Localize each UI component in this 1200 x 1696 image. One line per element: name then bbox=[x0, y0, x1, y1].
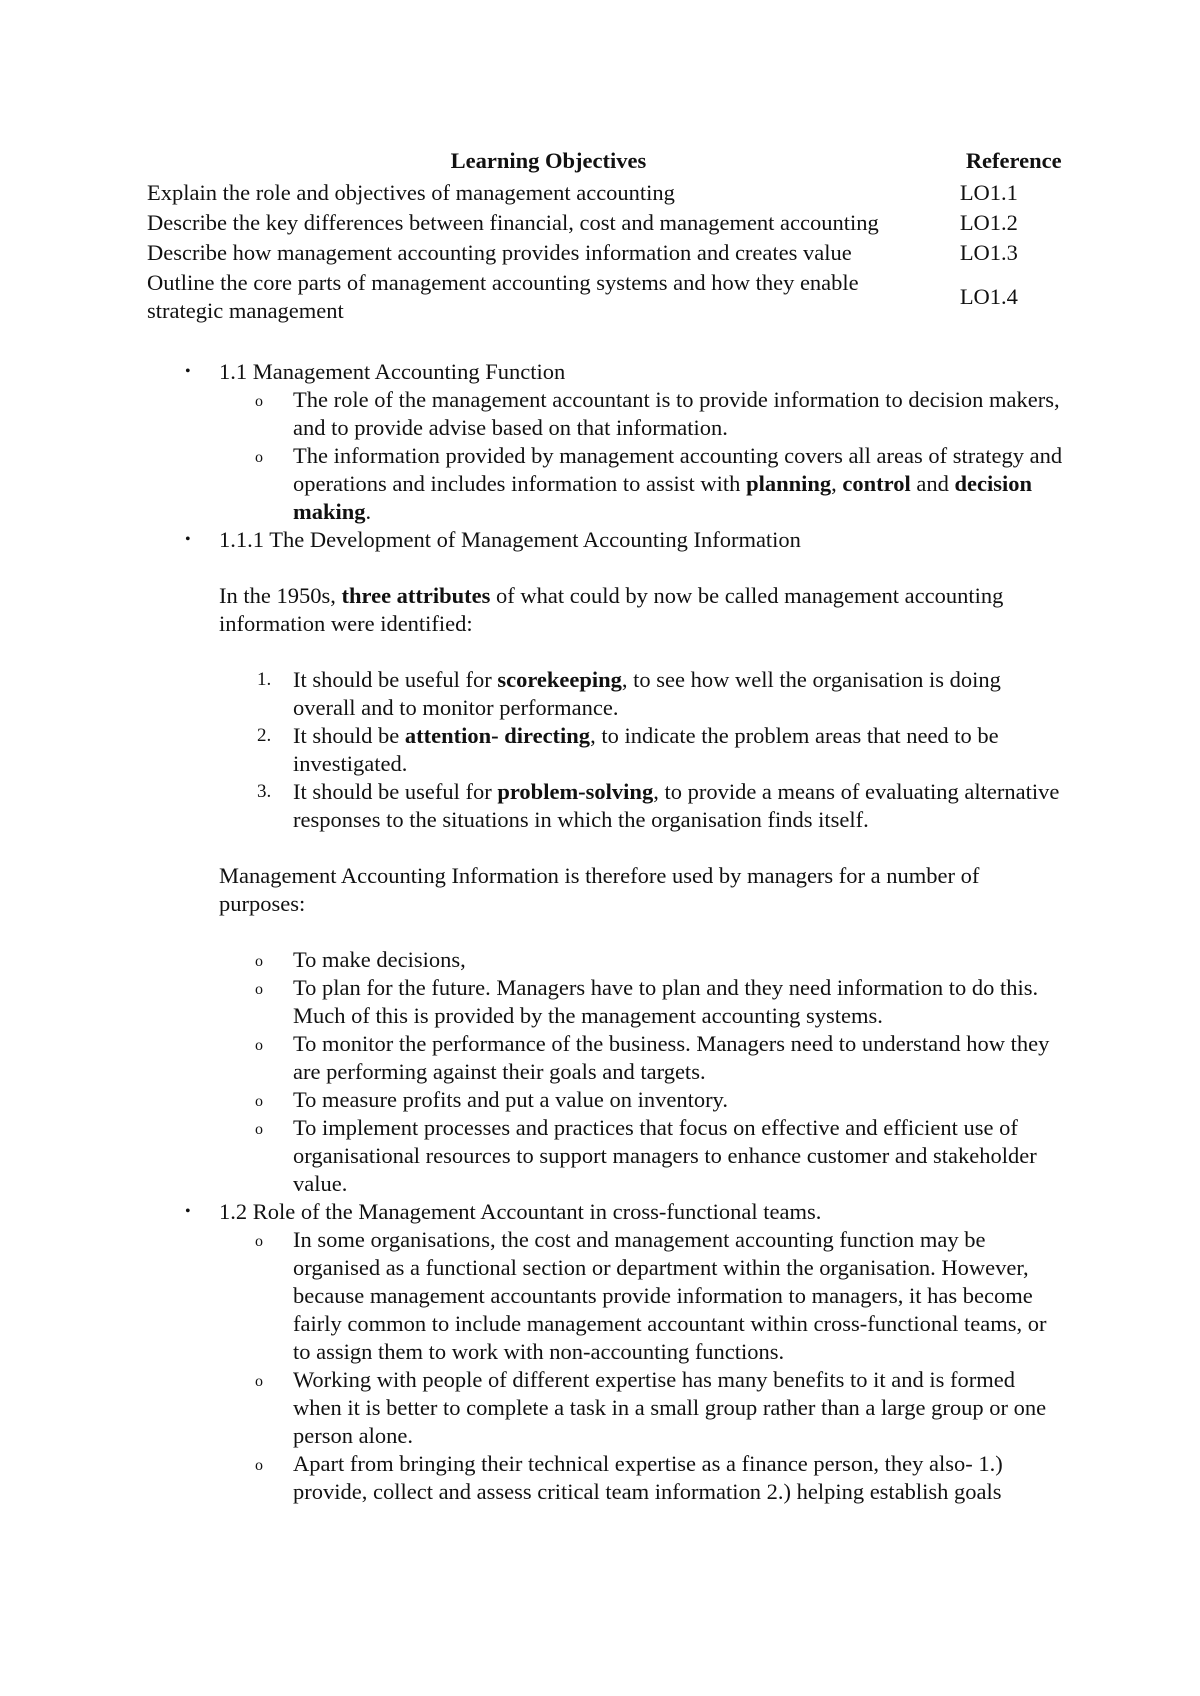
learning-objectives-table bbox=[147, 146, 1067, 326]
numbered-item bbox=[147, 722, 1067, 778]
sub-bullet-icon: o bbox=[255, 449, 263, 466]
item-text: , to see how well the organisation is doing overall and to monitor performance. bbox=[293, 667, 1001, 720]
bullet-icon: • bbox=[185, 1203, 191, 1220]
section-heading-1-1-1 bbox=[147, 526, 1067, 554]
list-item bbox=[147, 1226, 1067, 1366]
sub-bullet-icon: o bbox=[255, 393, 263, 410]
list-item-text: To plan for the future. Managers have to plan and they need information to do this. Much of this is provided by the management accounting systems. bbox=[293, 975, 1039, 1028]
objective-text: Outline the core parts of management accounting systems and how they enable strategic management bbox=[147, 270, 859, 323]
sub-bullet-icon: o bbox=[255, 953, 263, 970]
table-row bbox=[147, 178, 1067, 208]
bold-term: control bbox=[842, 471, 911, 496]
bold-term: scorekeeping bbox=[497, 667, 622, 692]
list-item bbox=[147, 1086, 1067, 1114]
objective-text: Describe how management accounting provides information and creates value bbox=[147, 240, 852, 265]
sub-bullet-icon: o bbox=[255, 1121, 263, 1138]
objective-ref: LO1.3 bbox=[959, 240, 1018, 265]
table-row bbox=[147, 238, 1067, 268]
section-heading-1-2 bbox=[147, 1198, 1067, 1226]
list-item-text: In some organisations, the cost and management accounting function may be organised as a functional section or department within the organisation. However, because management accountants provide information to managers, it has become fairly common to include management accountant within cross-functional teams, or to assign them to work with non-accounting functions. bbox=[293, 1227, 1047, 1364]
item-text: It should be bbox=[293, 723, 405, 748]
list-item-text: The information provided by management accounting covers all areas of strategy and operations and includes information to assist with bbox=[293, 443, 1063, 496]
item-text: , to provide a means of evaluating alternative responses to the situations in which the organisation finds itself. bbox=[293, 779, 1060, 832]
list-item-text: The role of the management accountant is to provide information to decision makers, and to provide advise based on that information. bbox=[293, 387, 1060, 440]
list-item bbox=[147, 1030, 1067, 1086]
list-item-text: Apart from bringing their technical expertise as a finance person, they also- 1.) provide, collect and assess critical team information 2.) helping establish goals bbox=[293, 1451, 1003, 1504]
objective-text: Explain the role and objectives of management accounting bbox=[147, 180, 675, 205]
bullet-icon: • bbox=[185, 531, 191, 548]
item-number: 2. bbox=[257, 725, 272, 746]
bullet-icon: • bbox=[185, 363, 191, 380]
list-item bbox=[147, 386, 1067, 442]
table-row bbox=[147, 208, 1067, 238]
objective-ref: LO1.4 bbox=[959, 284, 1018, 309]
numbered-item bbox=[147, 666, 1067, 722]
heading-text: 1.1.1 The Development of Management Accounting Information bbox=[219, 527, 801, 552]
list-item bbox=[147, 442, 1067, 526]
item-text: It should be useful for bbox=[293, 667, 498, 692]
sub-bullet-icon: o bbox=[255, 1233, 263, 1250]
bold-term: attention- directing bbox=[404, 723, 591, 748]
item-number: 1. bbox=[257, 669, 272, 690]
intro-paragraph bbox=[147, 582, 1067, 638]
objective-text: Describe the key differences between financial, cost and management accounting bbox=[147, 210, 879, 235]
list-item bbox=[147, 1366, 1067, 1450]
heading-text: 1.1 Management Accounting Function bbox=[219, 359, 566, 384]
bold-term: three attributes bbox=[341, 583, 491, 608]
list-item-text: Working with people of different expertise has many benefits to it and is formed when it is better to complete a task in a small group rather than a large group or one person alone. bbox=[293, 1367, 1047, 1448]
separator-text: and bbox=[910, 471, 955, 496]
list-item-text: To make decisions, bbox=[293, 947, 466, 972]
heading-text: 1.2 Role of the Management Accountant in cross-functional teams. bbox=[219, 1199, 822, 1224]
list-item bbox=[147, 946, 1067, 974]
separator-text: , bbox=[831, 471, 843, 496]
bold-term: planning bbox=[746, 471, 832, 496]
sub-bullet-icon: o bbox=[255, 1457, 263, 1474]
objectives-column-header: Learning Objectives bbox=[450, 148, 647, 173]
list-item-text: To measure profits and put a value on inventory. bbox=[293, 1087, 728, 1112]
objective-ref: LO1.2 bbox=[959, 210, 1018, 235]
sub-bullet-icon: o bbox=[255, 1093, 263, 1110]
bold-term: problem-solving bbox=[497, 779, 654, 804]
paragraph-text: In the 1950s, bbox=[219, 583, 342, 608]
table-row bbox=[147, 268, 1067, 326]
section-heading-1-1 bbox=[147, 358, 1067, 386]
objective-ref: LO1.1 bbox=[959, 180, 1018, 205]
separator-text: . bbox=[365, 499, 372, 524]
reference-column-header: Reference bbox=[965, 148, 1062, 173]
item-number: 3. bbox=[257, 781, 272, 802]
list-item-text: To monitor the performance of the business. Managers need to understand how they are performing against their goals and targets. bbox=[293, 1031, 1050, 1084]
paragraph-text: of what could by now be called management accounting information were identified: bbox=[219, 583, 1004, 636]
sub-bullet-icon: o bbox=[255, 1373, 263, 1390]
list-item bbox=[147, 974, 1067, 1030]
list-item-text: To implement processes and practices that focus on effective and efficient use of organisational resources to support managers to enhance customer and stakeholder value. bbox=[293, 1115, 1037, 1196]
table-header-row bbox=[147, 146, 1067, 178]
bold-term: decision making bbox=[293, 471, 1032, 524]
numbered-item bbox=[147, 778, 1067, 834]
purposes-intro: Management Accounting Information is therefore used by managers for a number of purposes: bbox=[219, 863, 980, 916]
list-item bbox=[147, 1450, 1067, 1506]
document-body bbox=[147, 358, 1067, 1506]
item-text: It should be useful for bbox=[293, 779, 498, 804]
item-text: , to indicate the problem areas that need to be investigated. bbox=[293, 723, 999, 776]
list-item bbox=[147, 1114, 1067, 1198]
sub-bullet-icon: o bbox=[255, 981, 263, 998]
sub-bullet-icon: o bbox=[255, 1037, 263, 1054]
